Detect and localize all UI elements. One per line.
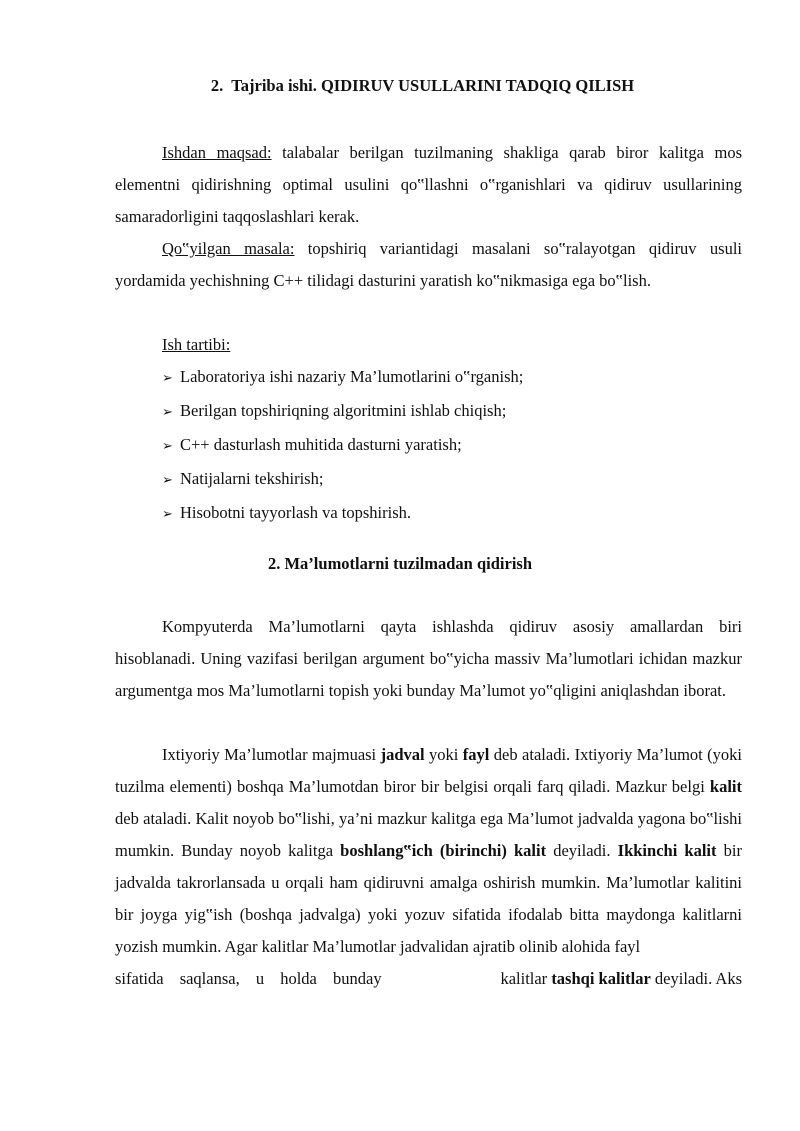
task-text: topshiriq variantidagi masalani so‟ralayotgan qidiruv usuli yordamida yechishning C++ tilidagi dasturini yaratish ko‟nikmasiga ega bo‟lish.: [115, 239, 742, 290]
arrow-bullet-icon: ➢: [162, 405, 173, 420]
list-item: ➢ Laboratoriya ishi nazariy Ma’lumotlarini o‟rganish;: [162, 361, 742, 395]
title-text: Tajriba ishi. QIDIRUV USULLARINI TADQIQ QILISH: [231, 76, 635, 95]
arrow-bullet-icon: ➢: [162, 507, 173, 522]
last-line-left: sifatida saqlansa, u holda bunday: [115, 969, 382, 988]
term-jadval: jadval: [380, 745, 425, 764]
paragraph-2-last-line: [115, 963, 742, 995]
term-external-keys: tashqi kalitlar: [551, 969, 651, 988]
list-item: ➢ C++ dasturlash muhitida dasturni yaratish;: [162, 429, 742, 463]
procedure-list: [162, 361, 742, 531]
procedure-label: Ish tartibi:: [162, 335, 231, 354]
arrow-bullet-icon: ➢: [162, 371, 173, 386]
task-label: Qo‟yilgan masala:: [162, 239, 295, 258]
term-primary-key: boshlang‟ich (birinchi) kalit: [340, 841, 547, 860]
term-secondary-key: Ikkinchi kalit: [617, 841, 717, 860]
term-fayl: fayl: [462, 745, 490, 764]
arrow-bullet-icon: ➢: [162, 473, 173, 488]
paragraph-1-text: Kompyuterda Ma’lumotlarni qayta ishlashda qidiruv asosiy amallardan biri hisoblanadi. Uning vazifasi berilgan argument bo‟yicha massiv Ma’lumotlari ichidan mazkur argumentga mos Ma’lumotlarni topish yoki bunday Ma’lumot yo‟qligini aniqlashdan iborat.: [115, 617, 742, 700]
purpose-text: talabalar berilgan tuzilmaning shakliga qarab biror kalitga mos elementni qidirishning optimal usulini qo‟llashni o‟rganishlari va qidiruv usullarining samaradorligini taqqoslashlari kerak.: [115, 143, 742, 226]
paragraph-1: [115, 611, 742, 707]
list-item: ➢ Berilgan topshiriqning algoritmini ishlab chiqish;: [162, 395, 742, 429]
page-title: [0, 76, 800, 96]
section-title: 2. Ma’lumotlarni tuzilmadan qidirish: [267, 554, 533, 573]
purpose-paragraph: [115, 137, 742, 233]
paragraph-2: Ixtiyoriy Ma’lumotlar majmuasi jadval yoki fayl deb ataladi. Ixtiyoriy Ma’lumot (yoki tuzilma elementi) boshqa Ma’lumotdan biror bir belgisi orqali farq qiladi. Mazkur belgi kalit deb ataladi. Kalit noyob bo‟lishi, ya’ni mazkur kalitga ega Ma’lumot jadvalda yagona bo‟lishi mumkin. Bunday noyob kalitga boshlang‟ich (birinchi) kalit deyiladi. Ikkinchi kalit bir jadvalda takrorlansada u orqali ham qidiruvni amalga oshirish mumkin. Ma’lumotlar kalitini bir joyga yig‟ish (boshqa jadvalga) yoki yozuv sifatida ifodalab bitta maydonga kalitlarni yozish mumkin. Agar kalitlar Ma’lumotlar jadvalidan ajratib olinib alohida fayl sifatida saqlansa, u holda bunday kalitlar tashqi kalitlar deyiladi. Aks: [115, 739, 742, 995]
title-number: 2.: [210, 76, 224, 95]
task-paragraph: [115, 233, 742, 297]
list-item: ➢ Hisobotni tayyorlash va topshirish.: [162, 497, 742, 531]
term-kalit: kalit: [709, 777, 742, 796]
last-line-right: kalitlar tashqi kalitlar deyiladi. Aks: [500, 969, 742, 988]
procedure-heading: [115, 329, 742, 361]
arrow-bullet-icon: ➢: [162, 439, 173, 454]
list-item: ➢ Natijalarni tekshirish;: [162, 463, 742, 497]
purpose-label: Ishdan maqsad:: [162, 143, 272, 162]
